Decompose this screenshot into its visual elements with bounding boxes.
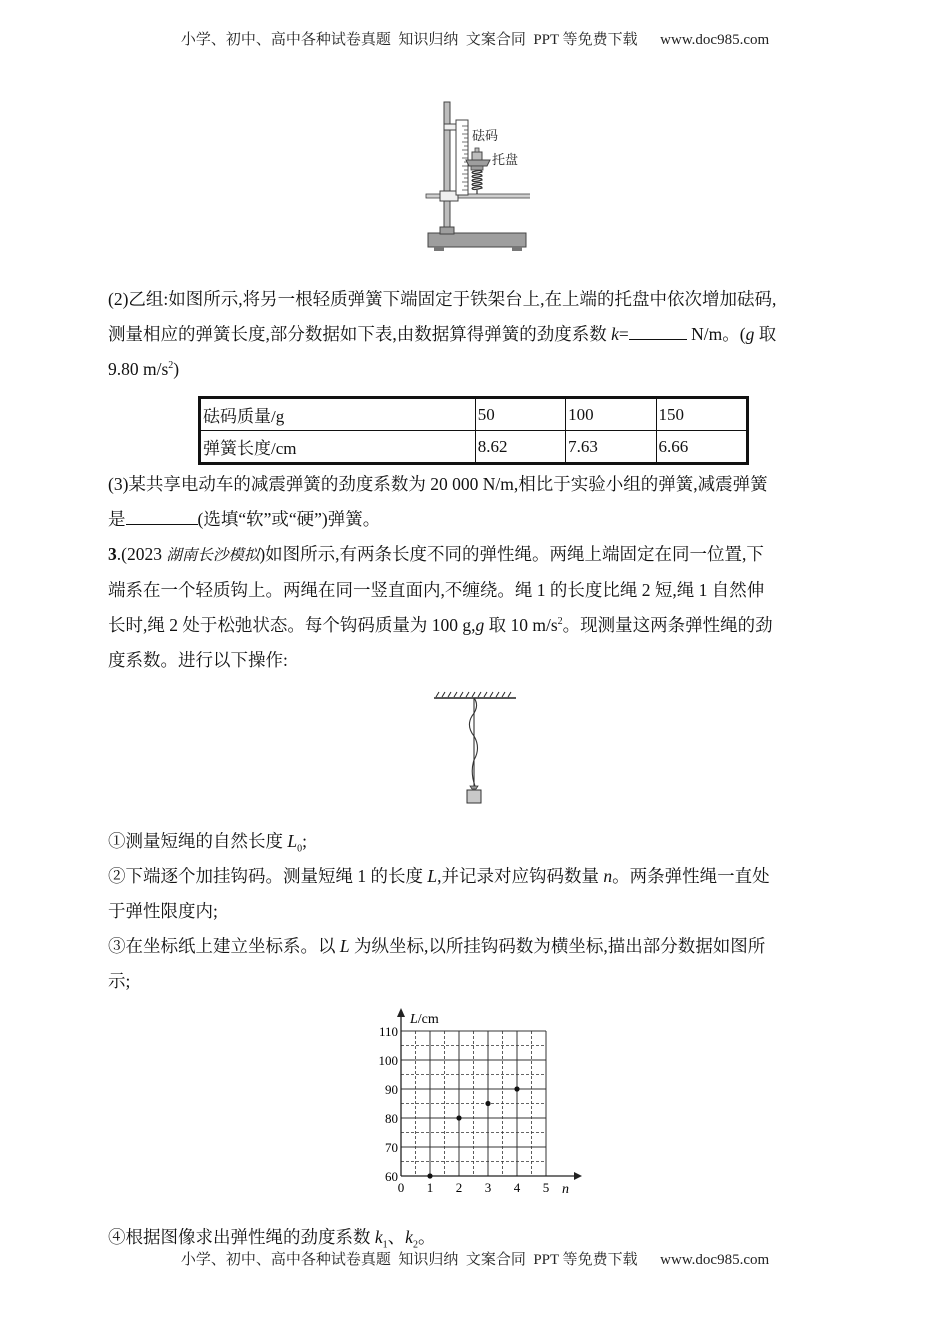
step4-end: 。 xyxy=(417,1227,436,1247)
elastic-cords-figure xyxy=(430,688,520,808)
page-header-banner: 小学、初中、高中各种试卷真题 知识归纳 文案合同 PPT 等免费下载 www.doc985.com xyxy=(180,32,770,48)
spring-coil-icon xyxy=(472,171,482,195)
subscript: 2 xyxy=(412,1239,418,1251)
question3-text xyxy=(108,537,850,678)
step-2 xyxy=(108,859,850,894)
part3-text xyxy=(108,467,850,537)
spring-apparatus-figure xyxy=(420,96,530,256)
close-paren: ) xyxy=(173,359,180,379)
step-2-cont: 于弹性限度内; xyxy=(108,901,218,921)
svg-text:3: 3 xyxy=(484,1180,492,1195)
table-cell: 8.62 xyxy=(475,431,565,464)
q3-line3-pre: 长时,绳 2 处于松弛状态。每个钩码质量为 100 g, xyxy=(108,615,476,635)
n-symbol: n xyxy=(603,866,613,886)
L-symbol: L xyxy=(339,936,350,956)
part2-line2 xyxy=(108,317,850,352)
q3-line3 xyxy=(108,608,850,643)
table-cell: 6.66 xyxy=(656,431,747,464)
q3-line2: 端系在一个轻质钩上。两绳在同一竖直面内,不缠绕。绳 1 的长度比绳 2 短,绳 1 自然伸 xyxy=(108,580,765,600)
k-symbol: k xyxy=(405,1227,413,1247)
y-axis-arrow-icon xyxy=(397,1008,405,1017)
separator: 、 xyxy=(387,1227,406,1247)
row-header-mass: 砝码质量/g xyxy=(200,398,476,431)
svg-text:1: 1 xyxy=(426,1180,434,1195)
steps-text xyxy=(108,824,850,999)
subscript: 1 xyxy=(382,1239,388,1251)
chart-minor-grid xyxy=(401,1031,546,1176)
step3-end: 为纵坐标,以所挂钩码数为横坐标,描出部分数据如图所 xyxy=(349,936,766,956)
svg-text:90: 90 xyxy=(385,1082,398,1097)
svg-text:60: 60 xyxy=(385,1169,398,1184)
table-cell: 50 xyxy=(475,398,565,431)
page-footer-banner: 小学、初中、高中各种试卷真题 知识归纳 文案合同 PPT 等免费下载 www.doc985.com xyxy=(180,1252,770,1268)
k-answer-blank[interactable] xyxy=(629,321,687,340)
g-symbol: g xyxy=(745,324,755,344)
g-symbol: g xyxy=(475,615,485,635)
x-axis-arrow-icon xyxy=(574,1172,582,1180)
svg-text:100: 100 xyxy=(378,1053,398,1068)
length-vs-count-chart xyxy=(360,1005,590,1200)
step4-text: ④根据图像求出弹性绳的劲度系数 xyxy=(108,1227,375,1247)
part2-text xyxy=(108,282,850,387)
soft-hard-answer-blank[interactable] xyxy=(126,506,198,525)
step-3 xyxy=(108,929,850,964)
exponent: 2 xyxy=(168,360,174,371)
k-symbol: k xyxy=(611,324,619,344)
exponent: 2 xyxy=(557,616,563,627)
question-source: 湖南长沙模拟 xyxy=(166,546,260,564)
hook-weight-icon xyxy=(467,786,481,803)
q3-line1-rest: )如图所示,有两条长度不同的弹性绳。两绳上端固定在同一位置,下 xyxy=(259,544,764,564)
svg-text:110: 110 xyxy=(378,1024,398,1039)
weight-label: 砝码 xyxy=(472,129,499,144)
q3-line4: 度系数。进行以下操作: xyxy=(108,650,288,670)
tray-label: 托盘 xyxy=(492,153,519,168)
question-number: 3 xyxy=(108,544,117,564)
step1-text: ①测量短绳的自然长度 xyxy=(108,831,288,851)
y-tick-labels xyxy=(379,1024,399,1184)
ceiling-hatch-icon xyxy=(434,692,516,698)
svg-text:80: 80 xyxy=(385,1111,398,1126)
subscript: 0 xyxy=(297,843,303,855)
unit-text: N/m。( xyxy=(686,324,746,344)
q3-year: .(2023 xyxy=(116,544,167,564)
equals-sign: = xyxy=(618,324,629,344)
cord-icon xyxy=(469,698,477,786)
svg-text:4: 4 xyxy=(513,1180,521,1195)
part2-line3 xyxy=(108,352,850,387)
step3-text: ③在坐标纸上建立坐标系。以 xyxy=(108,936,340,956)
L-symbol: L xyxy=(287,831,298,851)
svg-text:5: 5 xyxy=(542,1180,550,1195)
svg-text:70: 70 xyxy=(385,1140,398,1155)
part3-line2-pre: 是 xyxy=(108,509,126,529)
part2-line1: (2)乙组:如图所示,将另一根轻质弹簧下端固定于铁架台上,在上端的托盘中依次增加砝码, xyxy=(108,289,777,309)
x-tick-labels xyxy=(398,1180,550,1195)
svg-text:2: 2 xyxy=(455,1180,463,1195)
table-row xyxy=(200,431,748,464)
step2-text: ②下端逐个加挂钩码。测量短绳 1 的长度 xyxy=(108,866,428,886)
part2-line2-text: 测量相应的弹簧长度,部分数据如下表,由数据算得弹簧的劲度系数 xyxy=(108,324,612,344)
gravity-value: 9.80 m/s xyxy=(108,359,169,379)
k-symbol: k xyxy=(374,1227,383,1247)
part3-line1: (3)某共享电动车的减震弹簧的劲度系数为 20 000 N/m,相比于实验小组的弹簧,减震弹簧 xyxy=(108,474,768,494)
table-cell: 7.63 xyxy=(566,431,656,464)
part2-line2-end: 取 xyxy=(754,324,777,344)
q3-line3-end: 。现测量这两条弹性绳的劲 xyxy=(562,615,773,635)
part3-line2-post: (选填“软”或“硬”)弹簧。 xyxy=(197,509,381,529)
step2-end: 。两条弹性绳一直处 xyxy=(612,866,770,886)
row-header-length: 弹簧长度/cm xyxy=(200,431,476,464)
L-symbol: L xyxy=(427,866,438,886)
q3-line3-mid: 取 10 m/s xyxy=(484,615,558,635)
table-cell: 100 xyxy=(566,398,656,431)
step-3-cont: 示; xyxy=(108,971,131,991)
step-1 xyxy=(108,824,850,859)
chart-axes xyxy=(397,1008,582,1180)
table-row xyxy=(200,398,748,431)
table-cell: 150 xyxy=(656,398,747,431)
tray-and-weight-icon xyxy=(466,148,490,170)
x-axis-label: n xyxy=(562,1182,569,1197)
step2-mid: ,并记录对应钩码数量 xyxy=(437,866,604,886)
q3-line1 xyxy=(108,537,850,573)
ruler-icon xyxy=(456,120,468,195)
part3-line2 xyxy=(108,502,850,537)
y-axis-label: L/cm xyxy=(410,1012,439,1027)
step1-end: ; xyxy=(302,831,307,851)
spring-data-table xyxy=(198,396,749,465)
svg-text:0: 0 xyxy=(397,1180,405,1195)
